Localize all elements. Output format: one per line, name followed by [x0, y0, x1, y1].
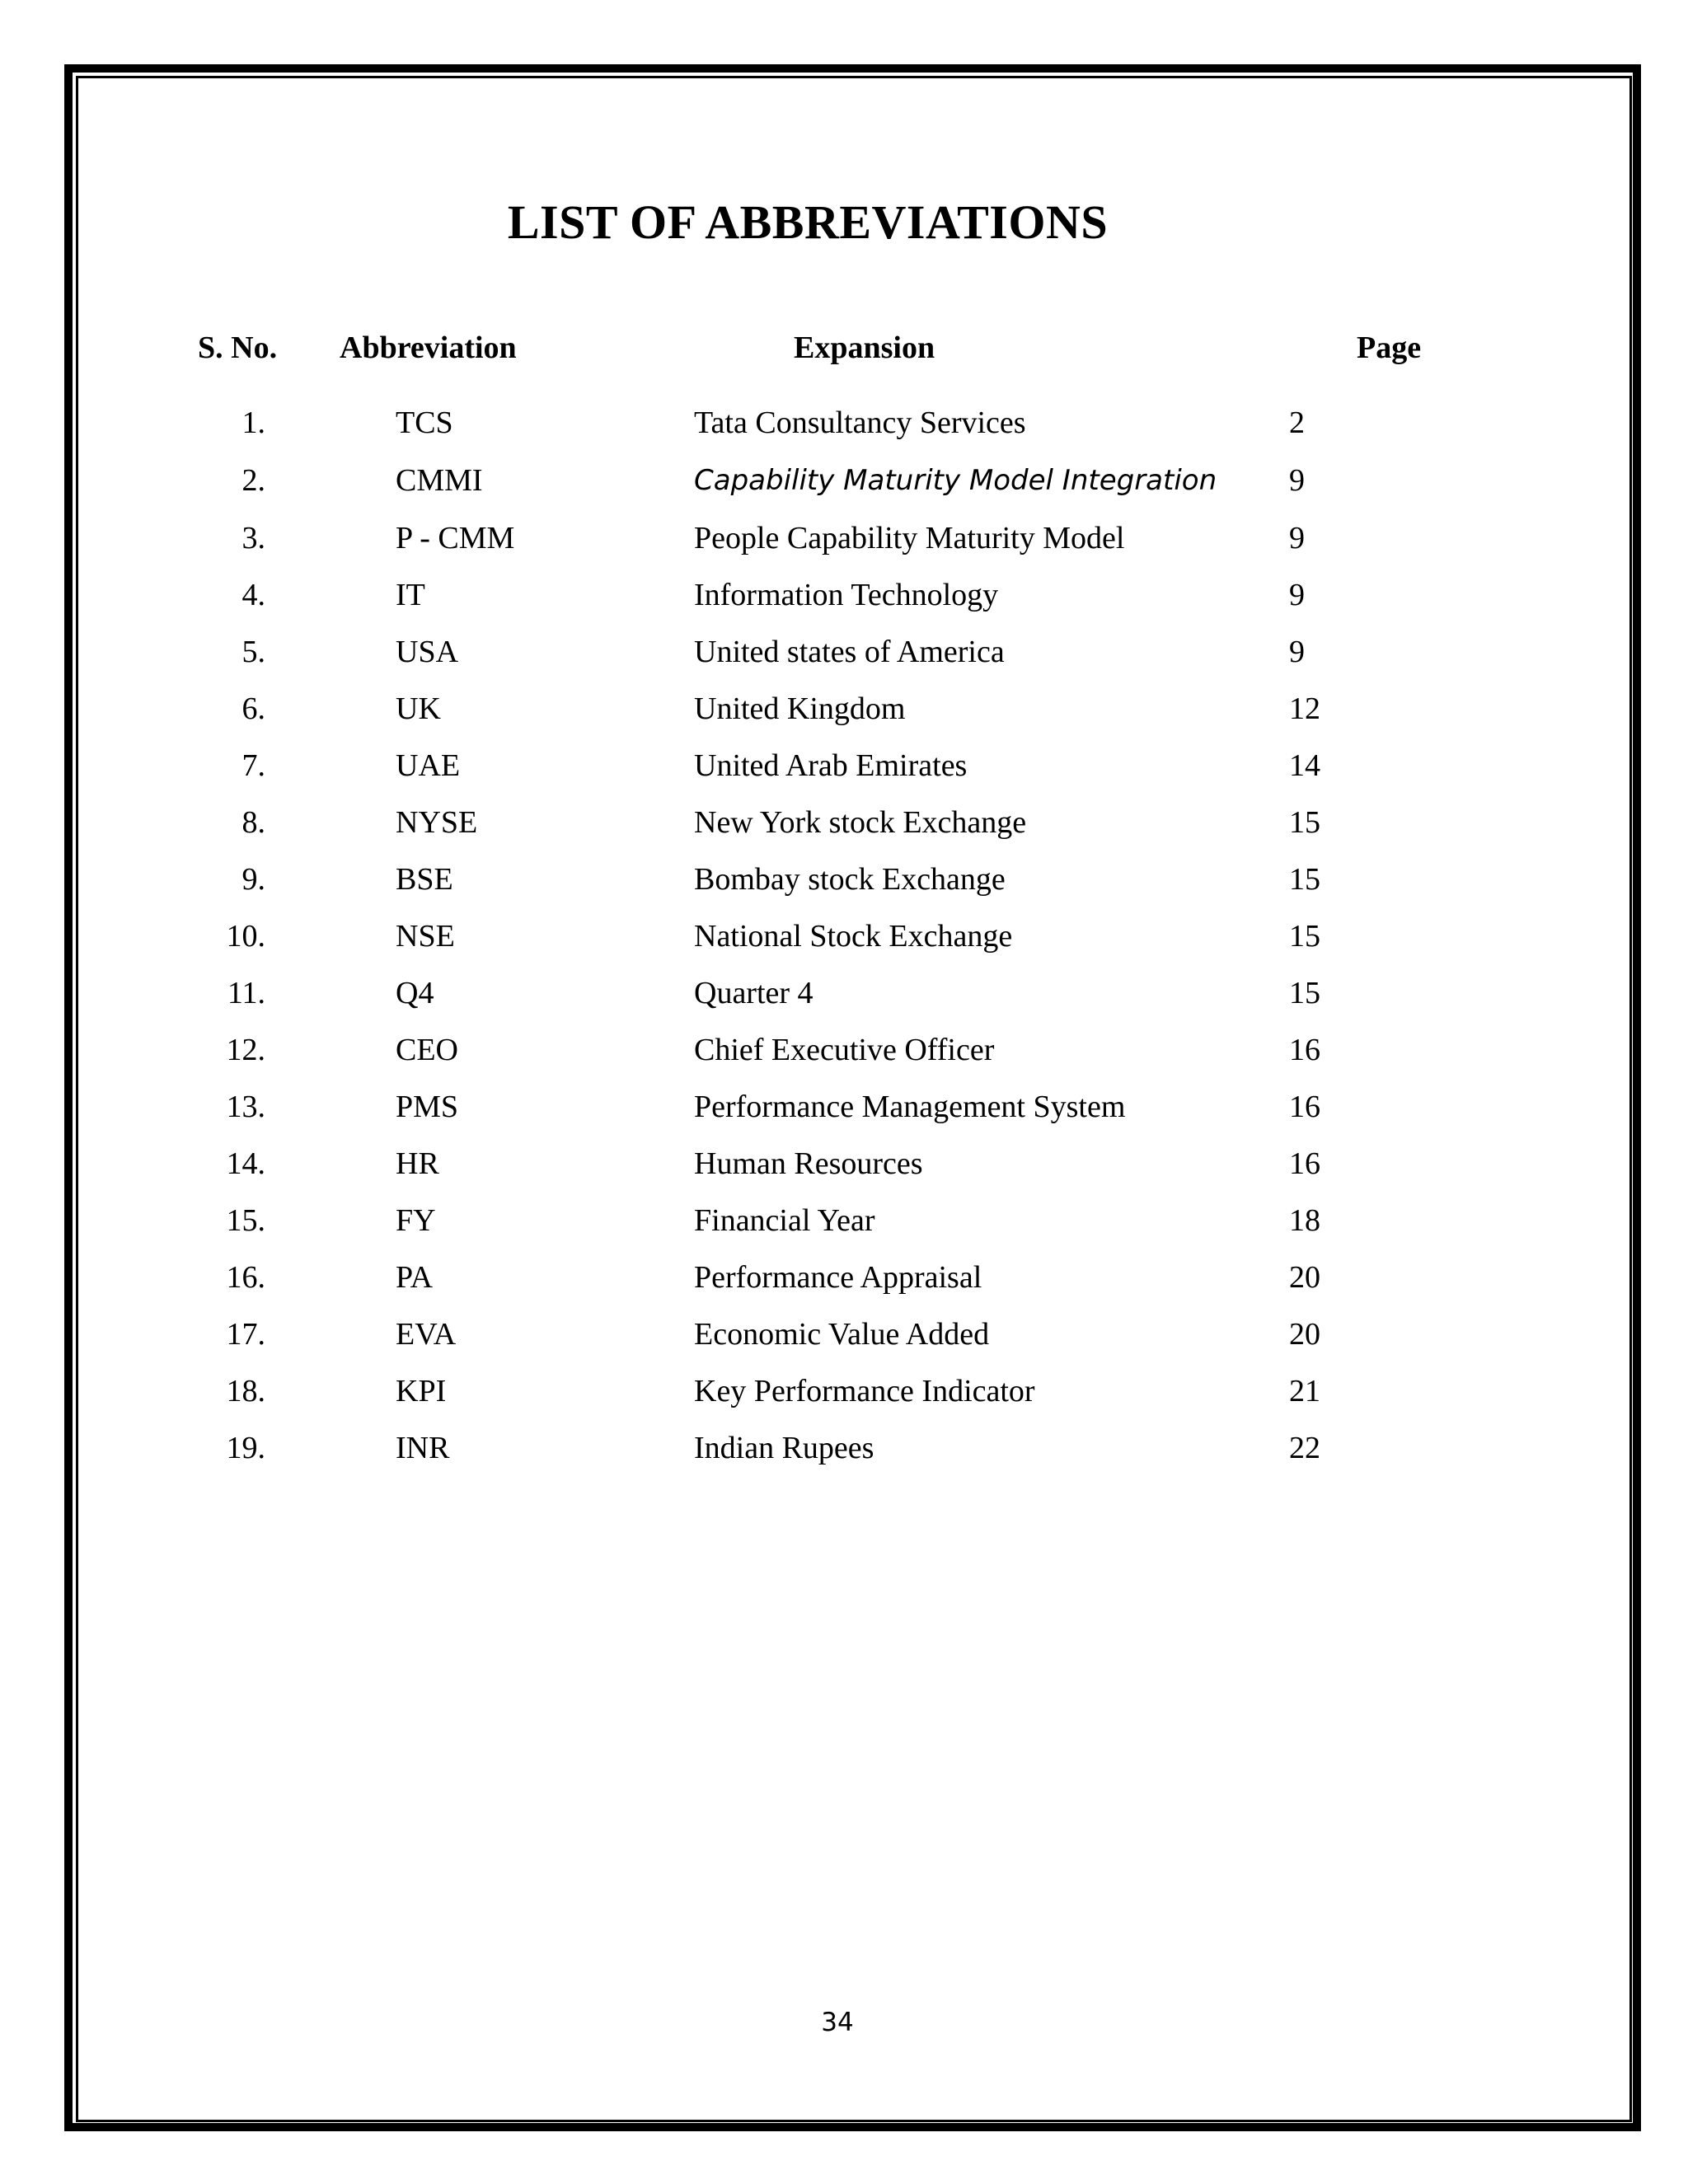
table-row [0, 1316, 1688, 1366]
cell-sno: 7. [241, 748, 265, 783]
cell-expansion: United Kingdom [694, 691, 906, 726]
cell-page: 16 [1289, 1033, 1320, 1067]
cell-abbreviation: FY [396, 1203, 436, 1238]
table-row [0, 1202, 1688, 1252]
cell-abbreviation: KPI [396, 1374, 447, 1408]
cell-expansion: Quarter 4 [694, 976, 814, 1010]
cell-page: 20 [1289, 1317, 1320, 1352]
cell-expansion: Key Performance Indicator [694, 1374, 1035, 1408]
cell-page: 18 [1289, 1203, 1320, 1238]
table-row [0, 1146, 1688, 1195]
cell-sno: 13. [226, 1090, 265, 1124]
cell-expansion: Information Technology [694, 578, 999, 612]
cell-expansion: Performance Management System [694, 1090, 1126, 1124]
cell-sno: 1. [241, 405, 265, 440]
table-row [0, 1259, 1688, 1309]
cell-abbreviation: EVA [396, 1317, 457, 1352]
table-row [0, 520, 1688, 569]
cell-sno: 16. [226, 1260, 265, 1295]
cell-abbreviation: NYSE [396, 805, 478, 840]
cell-expansion: Capability Maturity Model Integration [694, 464, 1217, 497]
cell-abbreviation: CEO [396, 1033, 458, 1067]
table-row [0, 975, 1688, 1024]
cell-sno: 19. [226, 1431, 265, 1465]
table-row [0, 577, 1688, 626]
cell-abbreviation: NSE [396, 919, 455, 954]
cell-page: 22 [1289, 1431, 1320, 1465]
cell-sno: 9. [241, 862, 265, 897]
table-row [0, 1089, 1688, 1138]
cell-expansion: Tata Consultancy Services [694, 405, 1026, 440]
cell-expansion: United Arab Emirates [694, 748, 968, 783]
table-row [0, 804, 1688, 854]
cell-abbreviation: CMMI [396, 463, 483, 498]
cell-page: 21 [1289, 1374, 1320, 1408]
table-row [0, 1373, 1688, 1422]
table-row [0, 691, 1688, 740]
cell-abbreviation: HR [396, 1146, 439, 1181]
cell-page: 16 [1289, 1090, 1320, 1124]
cell-page: 2 [1289, 405, 1305, 440]
cell-sno: 6. [241, 691, 265, 726]
cell-page: 15 [1289, 919, 1320, 954]
cell-page: 14 [1289, 748, 1320, 783]
page-number: 34 [821, 2008, 854, 2037]
column-header-expansion: Expansion [794, 330, 935, 365]
cell-sno: 10. [226, 919, 265, 954]
column-header-page: Page [1357, 330, 1422, 365]
cell-abbreviation: IT [396, 578, 425, 612]
cell-sno: 5. [241, 635, 265, 669]
cell-sno: 15. [226, 1203, 265, 1238]
cell-page: 15 [1289, 862, 1320, 897]
cell-sno: 4. [241, 578, 265, 612]
cell-page: 9 [1289, 635, 1305, 669]
cell-abbreviation: PMS [396, 1090, 459, 1124]
cell-page: 15 [1289, 805, 1320, 840]
cell-page: 15 [1289, 976, 1320, 1010]
cell-expansion: Economic Value Added [694, 1317, 990, 1352]
cell-expansion: New York stock Exchange [694, 805, 1027, 840]
cell-sno: 11. [227, 976, 265, 1010]
cell-sno: 3. [241, 521, 265, 555]
cell-page: 9 [1289, 521, 1305, 555]
cell-sno: 8. [241, 805, 265, 840]
table-row [0, 1032, 1688, 1081]
cell-page: 20 [1289, 1260, 1320, 1295]
cell-sno: 18. [226, 1374, 265, 1408]
cell-abbreviation: BSE [396, 862, 453, 897]
table-row [0, 1430, 1688, 1479]
table-row [0, 405, 1688, 454]
page-title: LIST OF ABBREVIATIONS [507, 195, 1109, 249]
cell-expansion: Indian Rupees [694, 1431, 874, 1465]
table-row [0, 634, 1688, 683]
cell-abbreviation: UAE [396, 748, 461, 783]
cell-sno: 2. [241, 463, 265, 498]
cell-expansion: Financial Year [694, 1203, 875, 1238]
cell-abbreviation: INR [396, 1431, 450, 1465]
cell-abbreviation: P - CMM [396, 521, 515, 555]
cell-page: 9 [1289, 463, 1305, 498]
cell-abbreviation: USA [396, 635, 459, 669]
cell-expansion: Chief Executive Officer [694, 1033, 995, 1067]
cell-expansion: Bombay stock Exchange [694, 862, 1006, 897]
table-row [0, 462, 1688, 512]
column-header-abbreviation: Abbreviation [340, 330, 517, 365]
cell-expansion: Human Resources [694, 1146, 923, 1181]
cell-sno: 12. [226, 1033, 265, 1067]
cell-abbreviation: UK [396, 691, 441, 726]
table-row [0, 748, 1688, 797]
cell-page: 16 [1289, 1146, 1320, 1181]
cell-sno: 14. [226, 1146, 265, 1181]
cell-expansion: National Stock Exchange [694, 919, 1013, 954]
cell-page: 9 [1289, 578, 1305, 612]
cell-abbreviation: TCS [396, 405, 453, 440]
cell-expansion: Performance Appraisal [694, 1260, 982, 1295]
cell-abbreviation: PA [396, 1260, 434, 1295]
table-row [0, 918, 1688, 968]
cell-page: 12 [1289, 691, 1320, 726]
table-row [0, 861, 1688, 911]
cell-abbreviation: Q4 [396, 976, 434, 1010]
cell-expansion: People Capability Maturity Model [694, 521, 1125, 555]
column-header-sno: S. No. [198, 330, 278, 365]
cell-expansion: United states of America [694, 635, 1005, 669]
cell-sno: 17. [226, 1317, 265, 1352]
